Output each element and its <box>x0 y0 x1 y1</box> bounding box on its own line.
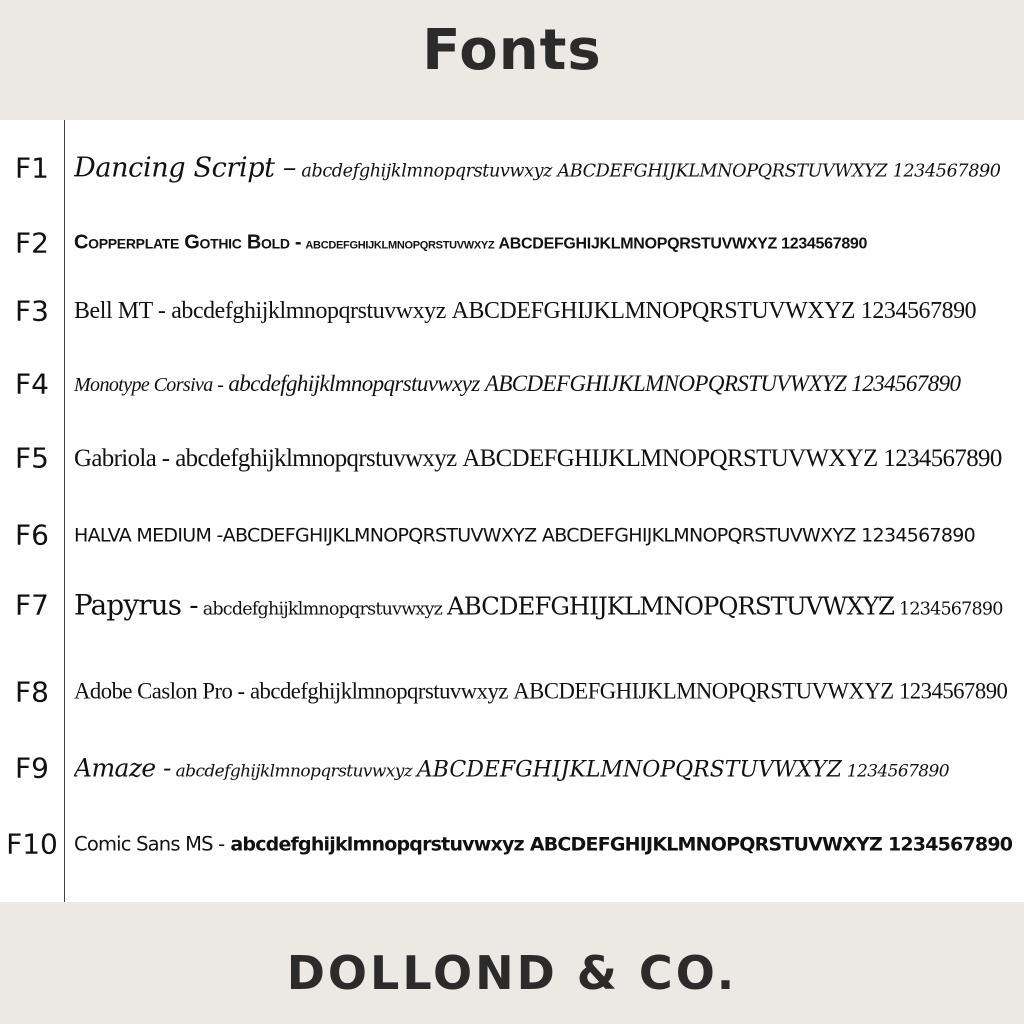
font-code: F2 <box>15 226 49 260</box>
font-uppercase: ABCDEFGHIJKLMNOPQRSTUVWXYZ <box>513 678 894 704</box>
font-lowercase: ABCDEFGHIJKLMNOPQRSTUVWXYZ <box>222 524 537 547</box>
font-uppercase: ABCDEFGHIJKLMNOPQRSTUVWXYZ <box>462 445 878 472</box>
font-digits: 1234567890 <box>861 524 976 547</box>
font-digits: 1234567890 <box>781 235 868 253</box>
font-sample <box>74 833 1018 856</box>
font-lowercase: abcdefghijklmnopqrstuvwxyz <box>175 445 457 472</box>
font-row-f8 <box>0 657 1024 727</box>
font-digits: 1234567890 <box>883 445 1002 472</box>
font-uppercase: ABCDEFGHIJKLMNOPQRSTUVWXYZ <box>484 371 847 396</box>
font-row-f7 <box>0 570 1024 640</box>
font-sample <box>74 297 1018 325</box>
font-lowercase: abcdefghijklmnopqrstuvwxyz <box>202 599 443 620</box>
font-sample <box>74 371 1018 397</box>
font-sample <box>74 524 1018 547</box>
font-code: F10 <box>6 827 58 861</box>
font-digits: 1234567890 <box>898 678 1008 704</box>
font-code: F8 <box>15 675 49 709</box>
font-row-f3 <box>0 276 1024 346</box>
font-name: Dancing Script – <box>74 152 297 184</box>
font-name: Papyrus - <box>74 588 198 622</box>
font-name: HALVA MEDIUM - <box>74 524 223 547</box>
font-name: Adobe Caslon Pro - <box>74 678 245 704</box>
font-code: F6 <box>15 518 49 552</box>
font-sample <box>74 589 1018 622</box>
brand-name: DOLLOND & CO. <box>286 946 738 1000</box>
font-name: Comic Sans MS - <box>74 832 225 856</box>
font-row-f5 <box>0 423 1024 493</box>
font-sample <box>74 754 1018 783</box>
font-sample <box>74 153 1018 184</box>
font-uppercase: ABCDEFGHIJKLMNOPQRSTUVWXYZ <box>447 591 895 621</box>
font-digits: 1234567890 <box>851 371 961 396</box>
font-lowercase: abcdefghijklmnopqrstuvwxyz <box>305 235 495 253</box>
font-row-f2 <box>0 208 1024 278</box>
font-uppercase: ABCDEFGHIJKLMNOPQRSTUVWXYZ <box>416 757 842 783</box>
font-lowercase: abcdefghijklmnopqrstuvwxyz <box>175 761 413 782</box>
font-uppercase: ABCDEFGHIJKLMNOPQRSTUVWXYZ <box>541 524 856 547</box>
font-name: Amaze - <box>74 753 171 783</box>
font-code: F3 <box>15 294 49 328</box>
page-title: Fonts <box>422 17 602 83</box>
font-sample <box>74 679 1018 706</box>
font-row-f9 <box>0 733 1024 803</box>
font-row-f1 <box>0 133 1024 203</box>
font-digits: 1234567890 <box>898 599 1003 620</box>
font-code: F7 <box>15 588 49 622</box>
font-name: Bell MT - <box>74 298 166 324</box>
font-uppercase: ABCDEFGHIJKLMNOPQRSTUVWXYZ <box>557 161 888 182</box>
font-code: F1 <box>15 151 49 185</box>
font-lowercase: abcdefghijklmnopqrstuvwxyz <box>230 833 524 856</box>
font-name: Monotype Corsiva - <box>74 374 224 396</box>
font-lowercase: abcdefghijklmnopqrstuvwxyz <box>228 371 480 396</box>
font-row-f4 <box>0 349 1024 419</box>
font-row-f10 <box>0 809 1024 879</box>
font-name: Gabriola - <box>74 445 170 472</box>
font-lowercase: abcdefghijklmnopqrstuvwxyz <box>249 678 508 704</box>
font-lowercase: abcdefghijklmnopqrstuvwxyz <box>301 161 553 182</box>
font-code: F9 <box>15 751 49 785</box>
font-code: F4 <box>15 367 49 401</box>
font-uppercase: ABCDEFGHIJKLMNOPQRSTUVWXYZ <box>451 298 856 324</box>
font-sample <box>74 443 1018 473</box>
font-code: F5 <box>15 441 49 475</box>
font-digits: 1234567890 <box>887 833 1013 856</box>
font-name: Copperplate Gothic Bold - <box>74 231 302 254</box>
font-digits: 1234567890 <box>892 161 1001 182</box>
font-lowercase: abcdefghijklmnopqrstuvwxyz <box>171 298 446 324</box>
font-digits: 1234567890 <box>846 761 949 782</box>
font-row-f6 <box>0 500 1024 570</box>
font-sample <box>74 232 1018 255</box>
font-uppercase: ABCDEFGHIJKLMNOPQRSTUVWXYZ <box>529 833 882 856</box>
font-uppercase: ABCDEFGHIJKLMNOPQRSTUVWXYZ <box>498 235 777 253</box>
font-digits: 1234567890 <box>860 298 977 324</box>
footer-banner <box>0 902 1024 1024</box>
header-banner <box>0 0 1024 120</box>
